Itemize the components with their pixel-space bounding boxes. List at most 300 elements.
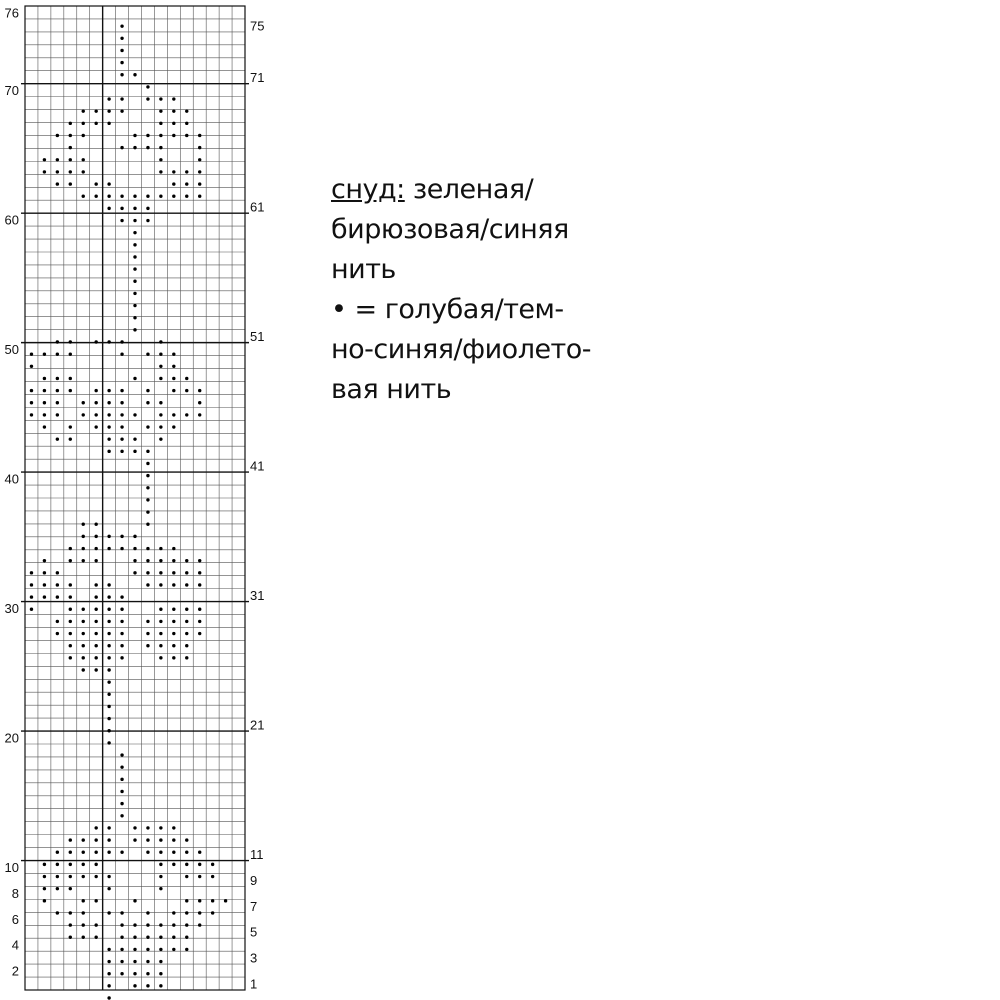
stitch-dot [146, 486, 149, 489]
stitch-dot [107, 717, 110, 720]
stitch-dot [56, 134, 59, 137]
stitch-dot [43, 158, 46, 161]
stitch-dot [159, 352, 162, 355]
stitch-dot [185, 377, 188, 380]
stitch-dot [133, 571, 136, 574]
row-label-right: 21 [250, 717, 265, 733]
stitch-dot [43, 559, 46, 562]
stitch-dot [146, 838, 149, 841]
stitch-dot [94, 195, 97, 198]
stitch-dot [185, 838, 188, 841]
stitch-dot [107, 887, 110, 890]
stitch-dot [107, 729, 110, 732]
stitch-dot [94, 668, 97, 671]
stitch-dot [133, 948, 136, 951]
stitch-dot [82, 851, 85, 854]
stitch-dot [94, 595, 97, 598]
legend-text-4: • = голубая/тем- [331, 294, 564, 325]
stitch-dot [69, 583, 72, 586]
row-label-left: 76 [4, 5, 19, 21]
stitch-dot [133, 559, 136, 562]
stitch-dot [56, 401, 59, 404]
stitch-dot [185, 122, 188, 125]
stitch-dot [146, 450, 149, 453]
stitch-dot [185, 195, 188, 198]
stitch-dot [185, 656, 188, 659]
stitch-dot [107, 401, 110, 404]
stitch-dot [94, 608, 97, 611]
stitch-dot [120, 923, 123, 926]
stitch-dot [172, 182, 175, 185]
stitch-dot [133, 826, 136, 829]
stitch-dot [82, 668, 85, 671]
stitch-dot [94, 559, 97, 562]
stitch-dot [172, 365, 175, 368]
row-label-left: 6 [11, 911, 19, 927]
stitch-dot [69, 887, 72, 890]
stitch-dot [120, 632, 123, 635]
stitch-dot [43, 352, 46, 355]
stitch-dot [159, 401, 162, 404]
stitch-dot [159, 620, 162, 623]
stitch-dot [120, 765, 123, 768]
stitch-dot [56, 389, 59, 392]
stitch-dot [185, 632, 188, 635]
stitch-dot [146, 146, 149, 149]
stitch-dot [120, 207, 123, 210]
stitch-dot [82, 875, 85, 878]
stitch-dot [107, 608, 110, 611]
stitch-dot [120, 49, 123, 52]
stitch-dot [146, 960, 149, 963]
stitch-dot [120, 948, 123, 951]
stitch-dot [69, 377, 72, 380]
stitch-dot [198, 863, 201, 866]
stitch-dot [120, 340, 123, 343]
stitch-dot [82, 656, 85, 659]
stitch-dot [159, 923, 162, 926]
stitch-dot [198, 559, 201, 562]
stitch-dot [198, 620, 201, 623]
stitch-dot [159, 122, 162, 125]
stitch-dot [172, 923, 175, 926]
stitch-dot [69, 863, 72, 866]
stitch-dot [107, 425, 110, 428]
row-label-left: 8 [11, 885, 19, 901]
stitch-dot [82, 535, 85, 538]
stitch-dot [120, 146, 123, 149]
stitch-dot [107, 948, 110, 951]
stitch-dot [56, 571, 59, 574]
stitch-dot [198, 170, 201, 173]
legend-title: снуд: [331, 174, 405, 205]
chart-legend [331, 170, 631, 410]
stitch-dot [159, 340, 162, 343]
stitch-dot [146, 923, 149, 926]
stitch-dot [159, 97, 162, 100]
stitch-dot [107, 547, 110, 550]
stitch-dot [94, 413, 97, 416]
stitch-dot [69, 936, 72, 939]
stitch-dot [159, 134, 162, 137]
stitch-dot [82, 122, 85, 125]
stitch-dot [82, 923, 85, 926]
stitch-dot [69, 923, 72, 926]
stitch-dot [94, 851, 97, 854]
stitch-dot [56, 863, 59, 866]
stitch-dot [82, 158, 85, 161]
stitch-dot [82, 401, 85, 404]
stitch-dot [82, 911, 85, 914]
stitch-dot [69, 608, 72, 611]
stitch-dot [43, 413, 46, 416]
stitch-dot [107, 182, 110, 185]
stitch-dot [43, 583, 46, 586]
stitch-dot [146, 401, 149, 404]
stitch-dot [159, 863, 162, 866]
stitch-dot [30, 413, 33, 416]
stitch-dot [30, 401, 33, 404]
stitch-dot [159, 377, 162, 380]
stitch-dot [107, 741, 110, 744]
stitch-dot [69, 559, 72, 562]
row-label-left: 60 [4, 212, 19, 228]
stitch-dot [146, 984, 149, 987]
stitch-dot [146, 498, 149, 501]
stitch-dot [107, 340, 110, 343]
stitch-dot [185, 851, 188, 854]
stitch-dot [94, 656, 97, 659]
stitch-dot [159, 365, 162, 368]
stitch-dot [198, 389, 201, 392]
stitch-dot [120, 425, 123, 428]
stitch-dot [185, 182, 188, 185]
stitch-dot [107, 996, 110, 999]
stitch-dot [185, 948, 188, 951]
stitch-dot [120, 61, 123, 64]
stitch-dot [198, 632, 201, 635]
stitch-dot [146, 195, 149, 198]
stitch-dot [133, 280, 136, 283]
stitch-dot [94, 838, 97, 841]
stitch-dot [159, 571, 162, 574]
stitch-dot [159, 146, 162, 149]
row-label-left: 2 [11, 963, 19, 979]
stitch-dot [198, 158, 201, 161]
stitch-dot [185, 936, 188, 939]
stitch-dot [43, 389, 46, 392]
stitch-dot [133, 207, 136, 210]
row-label-right: 75 [250, 18, 265, 34]
stitch-dot [172, 656, 175, 659]
stitch-dot [120, 802, 123, 805]
stitch-dot [185, 620, 188, 623]
stitch-dot [146, 620, 149, 623]
stitch-dot [56, 583, 59, 586]
stitch-dot [43, 377, 46, 380]
stitch-dot [185, 583, 188, 586]
stitch-dot [82, 523, 85, 526]
stitch-dot [172, 134, 175, 137]
stitch-dot [133, 936, 136, 939]
stitch-dot [198, 134, 201, 137]
stitch-dot [120, 911, 123, 914]
stitch-dot [30, 352, 33, 355]
stitch-dot [82, 134, 85, 137]
stitch-dot [30, 571, 33, 574]
stitch-dot [43, 863, 46, 866]
stitch-dot [30, 608, 33, 611]
stitch-dot [94, 644, 97, 647]
stitch-dot [69, 134, 72, 137]
stitch-dot [198, 583, 201, 586]
stitch-dot [133, 267, 136, 270]
stitch-dot [146, 972, 149, 975]
stitch-dot [185, 899, 188, 902]
stitch-dot [172, 97, 175, 100]
row-label-left: 20 [4, 730, 19, 746]
stitch-dot [172, 851, 175, 854]
stitch-dot [120, 450, 123, 453]
stitch-dot [146, 632, 149, 635]
stitch-dot [43, 571, 46, 574]
stitch-dot [56, 352, 59, 355]
stitch-dot [172, 608, 175, 611]
row-label-left: 10 [4, 860, 19, 875]
stitch-dot [69, 595, 72, 598]
stitch-dot [146, 207, 149, 210]
stitch-dot [94, 122, 97, 125]
stitch-dot [94, 826, 97, 829]
stitch-dot [107, 535, 110, 538]
row-label-right: 51 [250, 329, 265, 345]
stitch-dot [43, 425, 46, 428]
stitch-dot [107, 680, 110, 683]
row-label-right: 11 [250, 847, 264, 863]
stitch-dot [133, 219, 136, 222]
stitch-dot [146, 510, 149, 513]
stitch-dot [146, 523, 149, 526]
row-label-right: 71 [250, 70, 265, 86]
stitch-dot [172, 838, 175, 841]
stitch-dot [146, 352, 149, 355]
stitch-dot [120, 195, 123, 198]
stitch-dot [82, 838, 85, 841]
stitch-dot [120, 595, 123, 598]
stitch-dot [146, 826, 149, 829]
stitch-dot [146, 948, 149, 951]
stitch-dot [107, 122, 110, 125]
stitch-dot [69, 644, 72, 647]
stitch-dot [120, 73, 123, 76]
stitch-dot [69, 838, 72, 841]
stitch-dot [69, 182, 72, 185]
stitch-dot [198, 146, 201, 149]
stitch-dot [198, 182, 201, 185]
stitch-dot [146, 936, 149, 939]
stitch-dot [107, 195, 110, 198]
stitch-dot [43, 875, 46, 878]
stitch-dot [94, 535, 97, 538]
stitch-dot [30, 365, 33, 368]
stitch-dot [159, 158, 162, 161]
row-label-left: 4 [11, 937, 19, 953]
stitch-dot [146, 547, 149, 550]
stitch-dot [133, 437, 136, 440]
stitch-dot [69, 437, 72, 440]
stitch-dot [159, 109, 162, 112]
stitch-dot [133, 231, 136, 234]
stitch-dot [172, 948, 175, 951]
legend-text-5: но-синяя/фиолето- [331, 334, 592, 365]
stitch-dot [198, 195, 201, 198]
stitch-dot [56, 158, 59, 161]
stitch-dot [107, 632, 110, 635]
stitch-dot [159, 851, 162, 854]
stitch-dot [82, 195, 85, 198]
stitch-dot [133, 73, 136, 76]
stitch-dot [120, 109, 123, 112]
stitch-dot [133, 134, 136, 137]
stitch-dot [133, 316, 136, 319]
stitch-dot [172, 620, 175, 623]
stitch-dot [172, 170, 175, 173]
stitch-dot [120, 37, 123, 40]
stitch-dot [133, 328, 136, 331]
stitch-dot [69, 146, 72, 149]
stitch-dot [56, 413, 59, 416]
stitch-dot [172, 195, 175, 198]
stitch-dot [94, 182, 97, 185]
stitch-dot [185, 644, 188, 647]
stitch-dot [82, 413, 85, 416]
stitch-dot [107, 656, 110, 659]
stitch-dot [69, 620, 72, 623]
stitch-dot [159, 170, 162, 173]
row-label-left: 40 [4, 471, 19, 487]
stitch-dot [69, 352, 72, 355]
stitch-dot [159, 413, 162, 416]
stitch-dot [107, 984, 110, 987]
row-label-right: 3 [250, 950, 258, 966]
stitch-dot [159, 875, 162, 878]
stitch-dot [198, 875, 201, 878]
stitch-dot [43, 401, 46, 404]
stitch-dot [185, 413, 188, 416]
stitch-dot [120, 401, 123, 404]
row-label-right: 7 [250, 898, 258, 914]
stitch-dot [107, 960, 110, 963]
stitch-dot [159, 656, 162, 659]
stitch-dot [82, 899, 85, 902]
stitch-dot [69, 656, 72, 659]
stitch-dot [56, 170, 59, 173]
stitch-dot [120, 547, 123, 550]
stitch-dot [146, 851, 149, 854]
stitch-dot [82, 547, 85, 550]
stitch-dot [172, 389, 175, 392]
stitch-dot [120, 753, 123, 756]
stitch-dot [82, 620, 85, 623]
stitch-dot [133, 450, 136, 453]
stitch-dot [69, 425, 72, 428]
stitch-dot [120, 620, 123, 623]
stitch-dot [107, 207, 110, 210]
stitch-dot [159, 948, 162, 951]
stitch-dot [56, 377, 59, 380]
stitch-dot [159, 984, 162, 987]
stitch-dot [56, 875, 59, 878]
stitch-dot [120, 814, 123, 817]
stitch-dot [107, 851, 110, 854]
stitch-dot [94, 583, 97, 586]
stitch-dot [120, 936, 123, 939]
stitch-dot [82, 109, 85, 112]
stitch-dot [56, 851, 59, 854]
stitch-dot [120, 413, 123, 416]
stitch-dot [30, 583, 33, 586]
stitch-dot [107, 413, 110, 416]
stitch-dot [107, 826, 110, 829]
stitch-dot [56, 620, 59, 623]
stitch-dot [185, 389, 188, 392]
stitch-dot [56, 887, 59, 890]
stitch-dot [133, 413, 136, 416]
row-label-right: 1 [250, 976, 258, 992]
stitch-dot [30, 595, 33, 598]
stitch-dot [107, 583, 110, 586]
stitch-dot [133, 923, 136, 926]
row-label-left: 70 [4, 83, 19, 99]
stitch-dot [159, 972, 162, 975]
stitch-dot [198, 401, 201, 404]
row-label-left: 30 [4, 601, 19, 617]
stitch-dot [120, 851, 123, 854]
stitch-dot [94, 899, 97, 902]
legend-text-6: вая нить [331, 374, 452, 405]
stitch-dot [198, 899, 201, 902]
stitch-dot [82, 936, 85, 939]
stitch-dot [30, 389, 33, 392]
stitch-dot [94, 109, 97, 112]
stitch-dot [198, 923, 201, 926]
stitch-dot [94, 340, 97, 343]
stitch-dot [69, 122, 72, 125]
stitch-dot [82, 608, 85, 611]
stitch-dot [94, 875, 97, 878]
stitch-dot [172, 911, 175, 914]
stitch-dot [69, 389, 72, 392]
stitch-dot [56, 182, 59, 185]
stitch-dot [82, 170, 85, 173]
stitch-dot [172, 547, 175, 550]
stitch-dot [185, 134, 188, 137]
stitch-dot [185, 875, 188, 878]
stitch-dot [133, 899, 136, 902]
stitch-dot [172, 632, 175, 635]
stitch-dot [69, 340, 72, 343]
stitch-dot [107, 875, 110, 878]
stitch-dot [69, 632, 72, 635]
stitch-dot [133, 255, 136, 258]
stitch-dot [211, 911, 214, 914]
stitch-dot [146, 219, 149, 222]
stitch-dot [133, 377, 136, 380]
stitch-dot [82, 632, 85, 635]
stitch-dot [107, 705, 110, 708]
stitch-dot [69, 547, 72, 550]
stitch-dot [159, 559, 162, 562]
